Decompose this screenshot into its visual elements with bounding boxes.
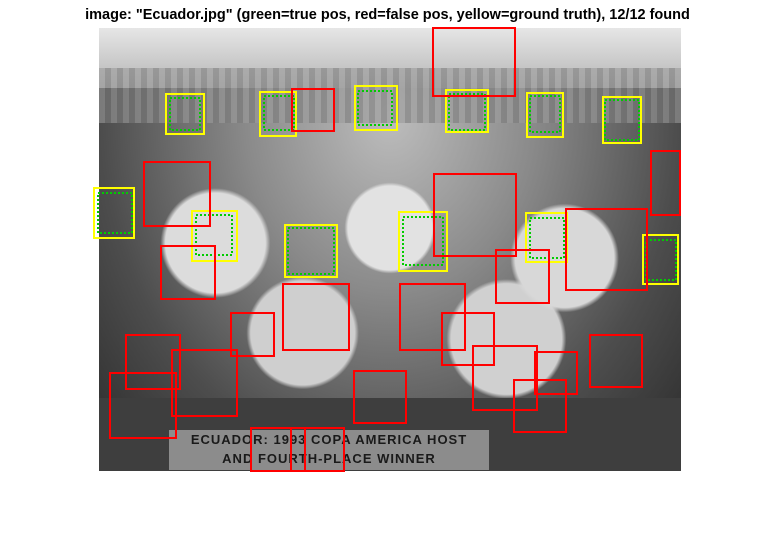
- true-positive-box: [98, 193, 132, 233]
- true-positive-box: [358, 91, 392, 125]
- true-positive-box: [605, 100, 639, 140]
- false-positive-box: [144, 162, 210, 226]
- false-positive-box: [651, 151, 680, 215]
- true-positive-box: [646, 240, 676, 280]
- false-positive-box: [291, 428, 344, 471]
- false-positive-box: [433, 28, 515, 96]
- true-positive-box: [449, 94, 485, 130]
- true-positive-box: [530, 218, 564, 258]
- false-positive-box: [566, 209, 647, 290]
- false-positive-box: [514, 380, 566, 432]
- false-positive-box: [400, 284, 465, 350]
- true-positive-box: [288, 228, 334, 274]
- false-positive-box: [354, 371, 406, 423]
- ground-truth-box: [526, 213, 567, 262]
- true-positive-box: [264, 96, 294, 130]
- false-positive-box: [473, 346, 537, 410]
- ground-truth-box: [166, 94, 204, 134]
- ground-truth-box: [94, 188, 134, 238]
- ground-truth-box: [643, 235, 678, 284]
- true-positive-box: [170, 98, 200, 130]
- caption-line-1: ECUADOR: 1993 COPA AMERICA HOST: [190, 432, 468, 447]
- false-positive-box: [251, 428, 305, 471]
- ground-truth-box: [399, 212, 447, 271]
- true-positive-box: [530, 96, 560, 132]
- false-positive-box: [442, 313, 494, 365]
- ground-truth-box: [603, 97, 641, 143]
- ground-truth-box: [527, 93, 563, 137]
- caption-line-2: AND FOURTH-PLACE WINNER: [222, 451, 436, 466]
- false-positive-box: [283, 284, 349, 350]
- figure-title: image: "Ecuador.jpg" (green=true pos, red=false pos, yellow=ground truth), 12/12 found: [85, 7, 690, 23]
- false-positive-box: [292, 89, 334, 131]
- false-positive-box: [172, 350, 237, 416]
- true-positive-box: [403, 217, 443, 265]
- ground-truth-box: [355, 86, 397, 130]
- false-positive-box: [535, 352, 577, 394]
- ground-truth-box: [285, 225, 337, 277]
- false-positive-box: [110, 373, 176, 438]
- false-positive-box: [590, 335, 642, 387]
- false-positive-box: [161, 246, 215, 299]
